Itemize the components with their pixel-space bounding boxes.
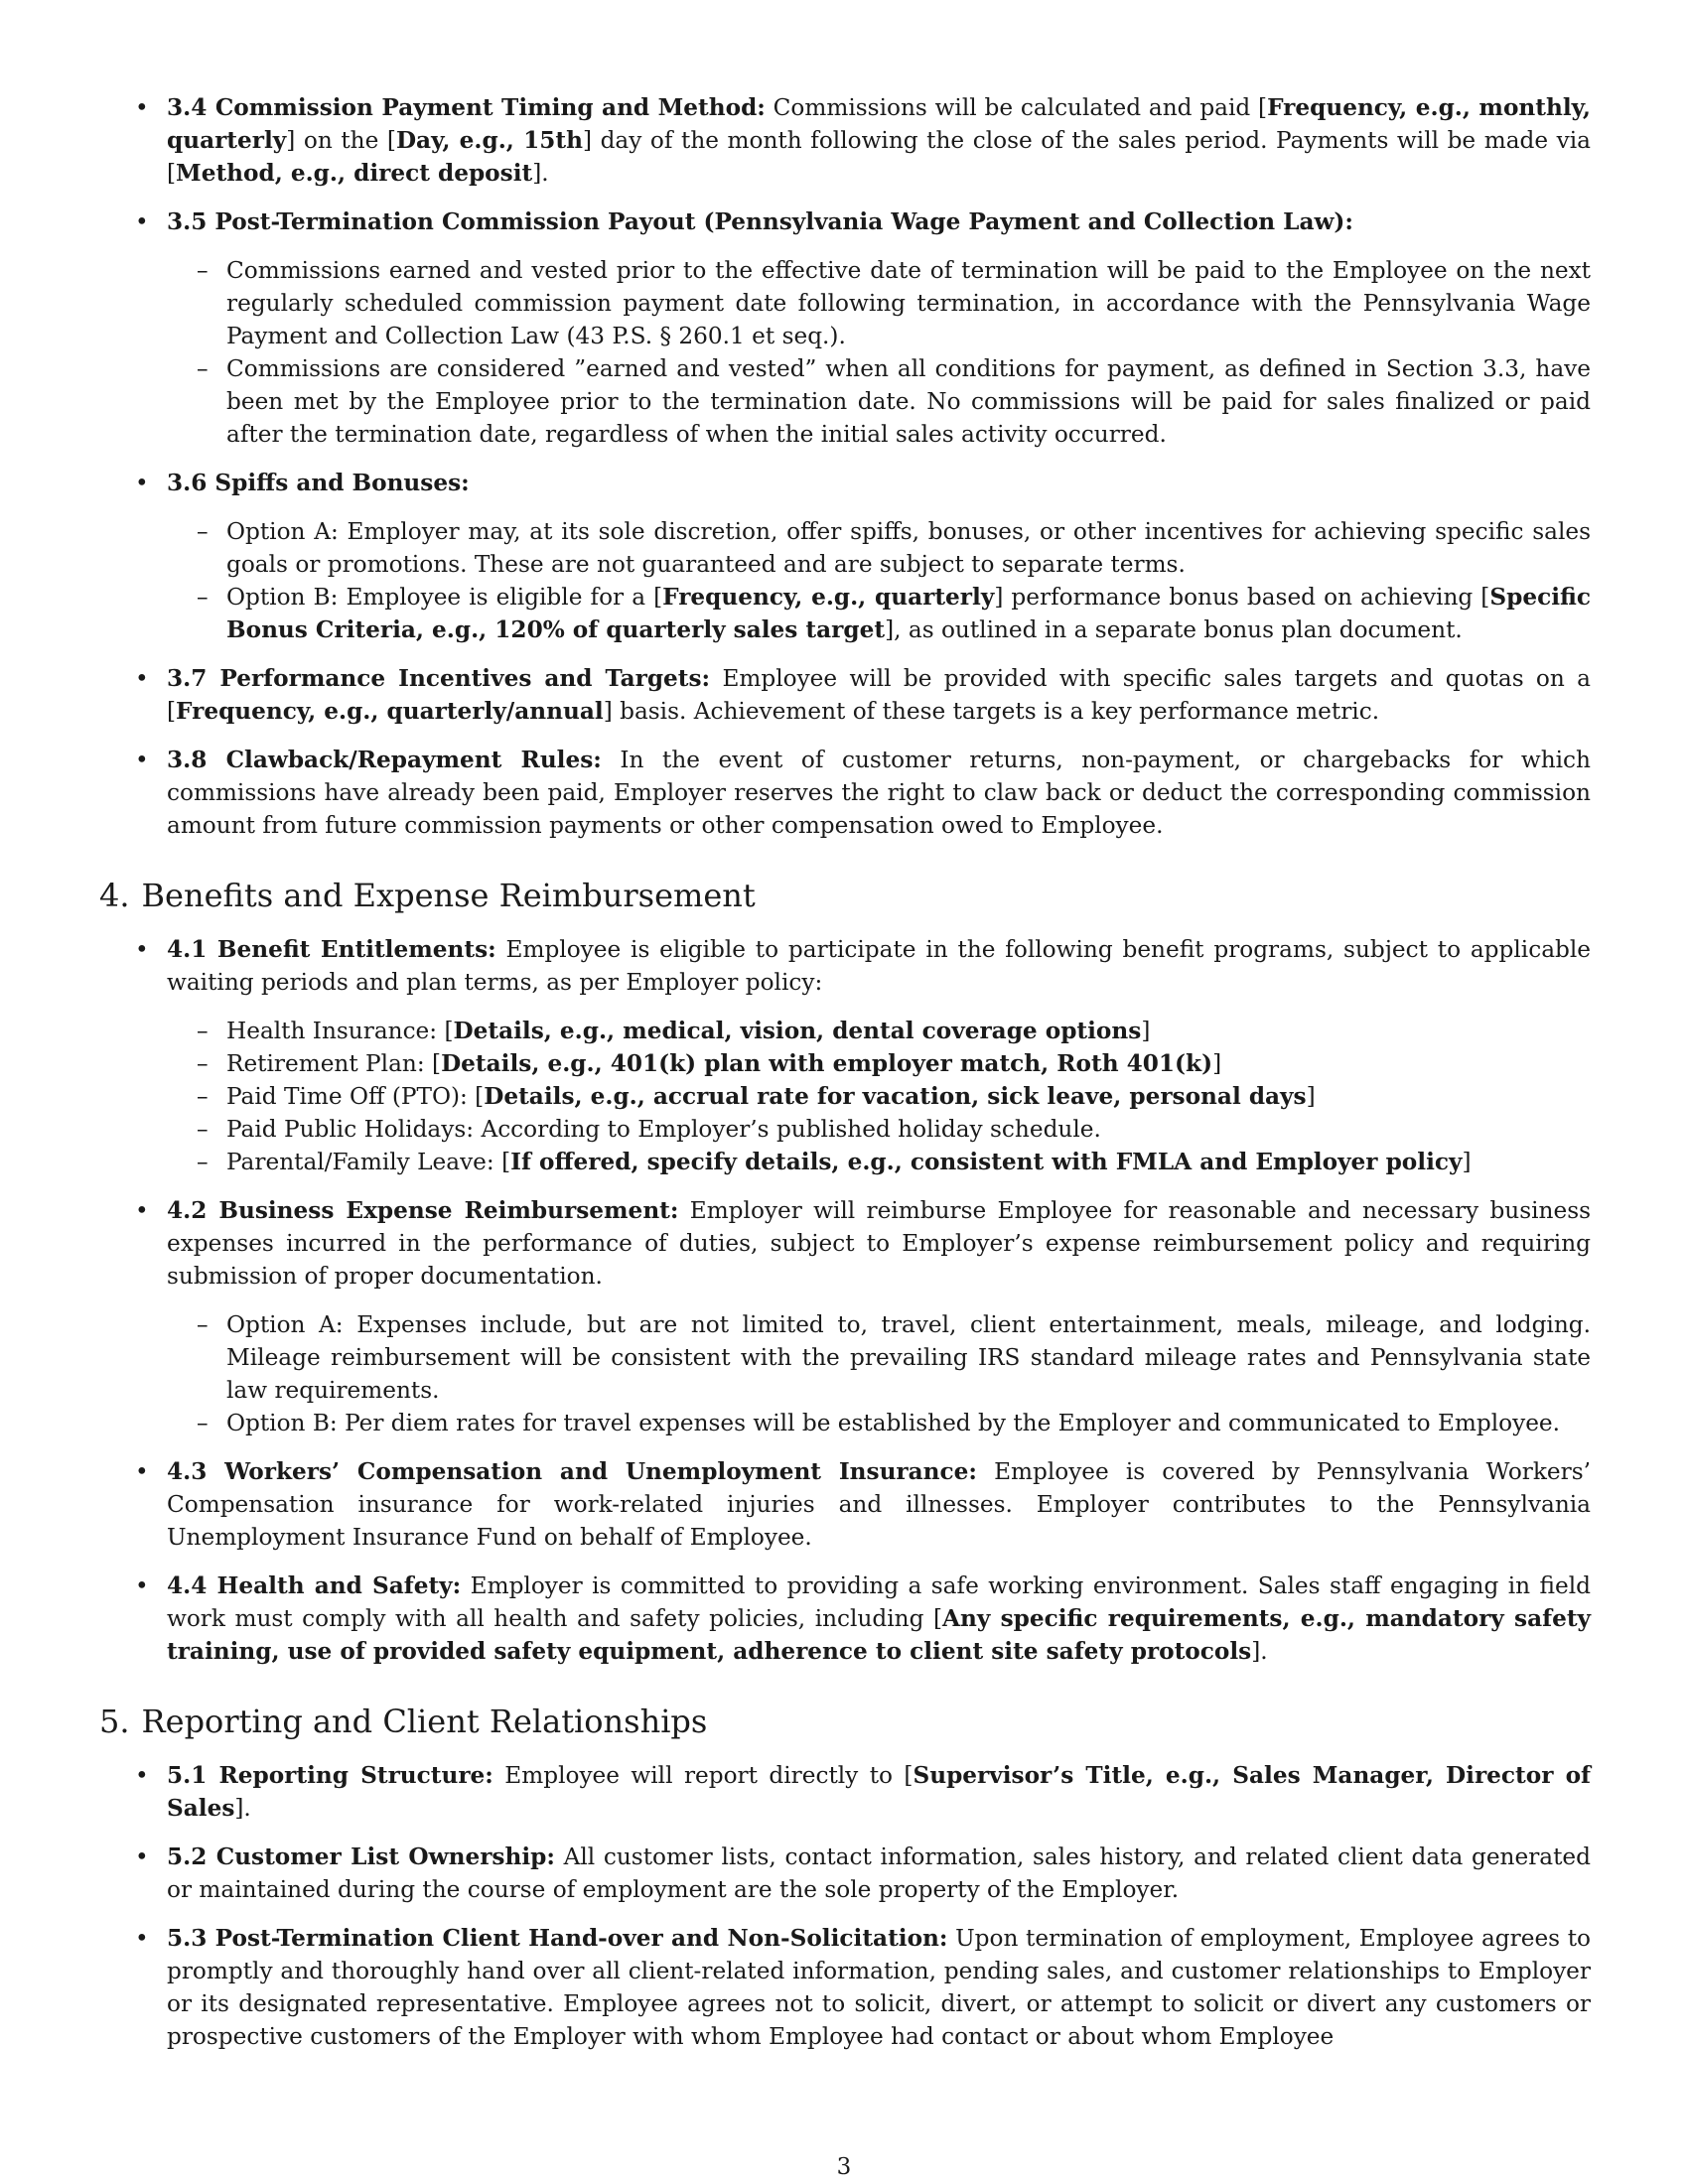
clause-5-1: • 5.1 Reporting Structure: Employee will report directly to [Supervisor’s Title, e.g., Sales Manager, Director of Sales]. [99,1759,1591,1825]
clause-label: 4.3 Workers’ Compensation and Unemployment Insurance: [167,1458,977,1485]
page-number: 3 [836,2154,852,2180]
clause-4-3: • 4.3 Workers’ Compensation and Unemployment Insurance: Employee is covered by Pennsylvania Workers’ Compensation insurance for work-related injuries and illnesses. Employer contributes to the Pennsylvania Unemployment Insurance Fund on behalf of Employee. [99,1455,1591,1554]
clause-3-6-sublist [167,515,1591,646]
sub-item: – Retirement Plan: [Details, e.g., 401(k) plan with employer match, Roth 401(k)] [167,1047,1591,1080]
clause-label: 5.1 Reporting Structure: [167,1762,493,1789]
clause-5-2: • 5.2 Customer List Ownership: All customer lists, contact information, sales history, and related client data generated or maintained during the course of employment are the sole property of the Employer. [99,1841,1591,1906]
clause-label: 5.2 Customer List Ownership: [167,1843,555,1870]
clause-3-4: • 3.4 Commission Payment Timing and Method: Commissions will be calculated and paid [Frequency, e.g., monthly, quarterly] on the [Day, e.g., 15th] day of the month following the close of the sales period. Payments will be made via [Method, e.g., direct deposit]. [99,91,1591,190]
clause-3-7: • 3.7 Performance Incentives and Targets: Employee will be provided with specific sales targets and quotas on a [Frequency, e.g., quarterly/annual] basis. Achievement of these targets is a key performance metric. [99,662,1591,728]
clause-4-2: • 4.2 Business Expense Reimbursement: Employer will reimburse Employee for reasonable and necessary business expenses incurred in the performance of duties, subject to Employer’s expense reimbursement policy and requiring submission of proper documentation. – Option A: Expenses include, but are not limited to, travel, client entertainment, meals, mileage, and lodging. Mileage reimbursement will be consistent with the prevailing IRS standard mileage rates and Pennsylvania state law requirements. – Option B: Per diem rates for travel expenses will be established by the Employer and communicated to Employee. [99,1194,1591,1439]
sub-item: – Option B: Per diem rates for travel expenses will be established by the Employer and communicated to Employee. [167,1407,1591,1439]
clause-label: 3.4 Commission Payment Timing and Method: [167,94,766,121]
clause-4-2-sublist [167,1308,1591,1439]
section-3-list [99,91,1591,842]
clause-label: 3.6 Spiffs and Bonuses: [167,470,470,496]
clause-4-1: • 4.1 Benefit Entitlements: Employee is eligible to participate in the following benefit programs, subject to applicable waiting periods and plan terms, as per Employer policy: – Health Insurance: [Details, e.g., medical, vision, dental coverage options] – Retirement Plan: [Details, e.g., 401(k) plan with employer match, Roth 401(k)] – Paid Time Off (PTO): [Details, e.g., accrual rate for vacation, sick leave, personal days] – Paid Public Holidays: According to Employer’s published holiday schedule. – Parental/Family Leave: [If offered, specify details, e.g., consistent with FMLA and Employer policy] [99,933,1591,1178]
clause-label: 5.3 Post-Termination Client Hand-over and Non-Solicitation: [167,1925,948,1952]
clause-label: 4.1 Benefit Entitlements: [167,936,496,963]
sub-item: – Parental/Family Leave: [If offered, specify details, e.g., consistent with FMLA and Employer policy] [167,1146,1591,1178]
section-5-list [99,1759,1591,2053]
section-5-heading: 5. Reporting and Client Relationships [99,1703,708,1740]
sub-item: – Option A: Expenses include, but are not limited to, travel, client entertainment, meals, mileage, and lodging. Mileage reimbursement will be consistent with the prevailing IRS standard mileage rates and Pennsylvania state law requirements. [167,1308,1591,1407]
clause-label: 4.4 Health and Safety: [167,1572,462,1599]
clause-label: 3.8 Clawback/Repayment Rules: [167,747,602,773]
sub-item: – Paid Time Off (PTO): [Details, e.g., accrual rate for vacation, sick leave, personal days] [167,1080,1591,1113]
document-page [99,91,1591,2069]
clause-5-3: • 5.3 Post-Termination Client Hand-over and Non-Solicitation: Upon termination of employment, Employee agrees to promptly and thoroughly hand over all client-related information, pending sales, and customer relationships to Employer or its designated representative. Employee agrees not to solicit, divert, or attempt to solicit or divert any customers or prospective customers of the Employer with whom Employee had contact or about whom Employee [99,1922,1591,2053]
clause-3-5-sublist [167,254,1591,451]
sub-item: – Option A: Employer may, at its sole discretion, offer spiffs, bonuses, or other incentives for achieving specific sales goals or promotions. These are not guaranteed and are subject to separate terms. [167,515,1591,581]
sub-item: – Option B: Employee is eligible for a [Frequency, e.g., quarterly] performance bonus based on achieving [Specific Bonus Criteria, e.g., 120% of quarterly sales target], as outlined in a separate bonus plan document. [167,581,1591,646]
clause-3-8: • 3.8 Clawback/Repayment Rules: In the event of customer returns, non-payment, or chargebacks for which commissions have already been paid, Employer reserves the right to claw back or deduct the corresponding commission amount from future commission payments or other compensation owed to Employee. [99,744,1591,842]
clause-label: 3.7 Performance Incentives and Targets: [167,665,711,692]
clause-3-5 [99,205,1591,451]
sub-item: – Health Insurance: [Details, e.g., medical, vision, dental coverage options] [167,1015,1591,1047]
sub-item: – Commissions are considered ”earned and vested” when all conditions for payment, as defined in Section 3.3, have been met by the Employee prior to the termination date. No commissions will be paid for sales finalized or paid after the termination date, regardless of when the initial sales activity occurred. [167,352,1591,451]
clause-label: 3.5 Post-Termination Commission Payout (Pennsylvania Wage Payment and Collection Law): [167,208,1353,235]
clause-3-6 [99,467,1591,646]
section-4-list [99,933,1591,1668]
sub-item: – Commissions earned and vested prior to the effective date of termination will be paid to the Employee on the next regularly scheduled commission payment date following termination, in accordance with the Pennsylvania Wage Payment and Collection Law (43 P.S. § 260.1 et seq.). [167,254,1591,352]
clause-4-4: • 4.4 Health and Safety: Employer is committed to providing a safe working environment. Sales staff engaging in field work must comply with all health and safety policies, including [Any specific requirements, e.g., mandatory safety training, use of provided safety equipment, adherence to client site safety protocols]. [99,1570,1591,1668]
clause-label: 4.2 Business Expense Reimbursement: [167,1197,679,1224]
section-4-heading: 4. Benefits and Expense Reimbursement [99,877,756,914]
benefits-sublist [167,1015,1591,1178]
sub-item: – Paid Public Holidays: According to Employer’s published holiday schedule. [167,1113,1591,1146]
